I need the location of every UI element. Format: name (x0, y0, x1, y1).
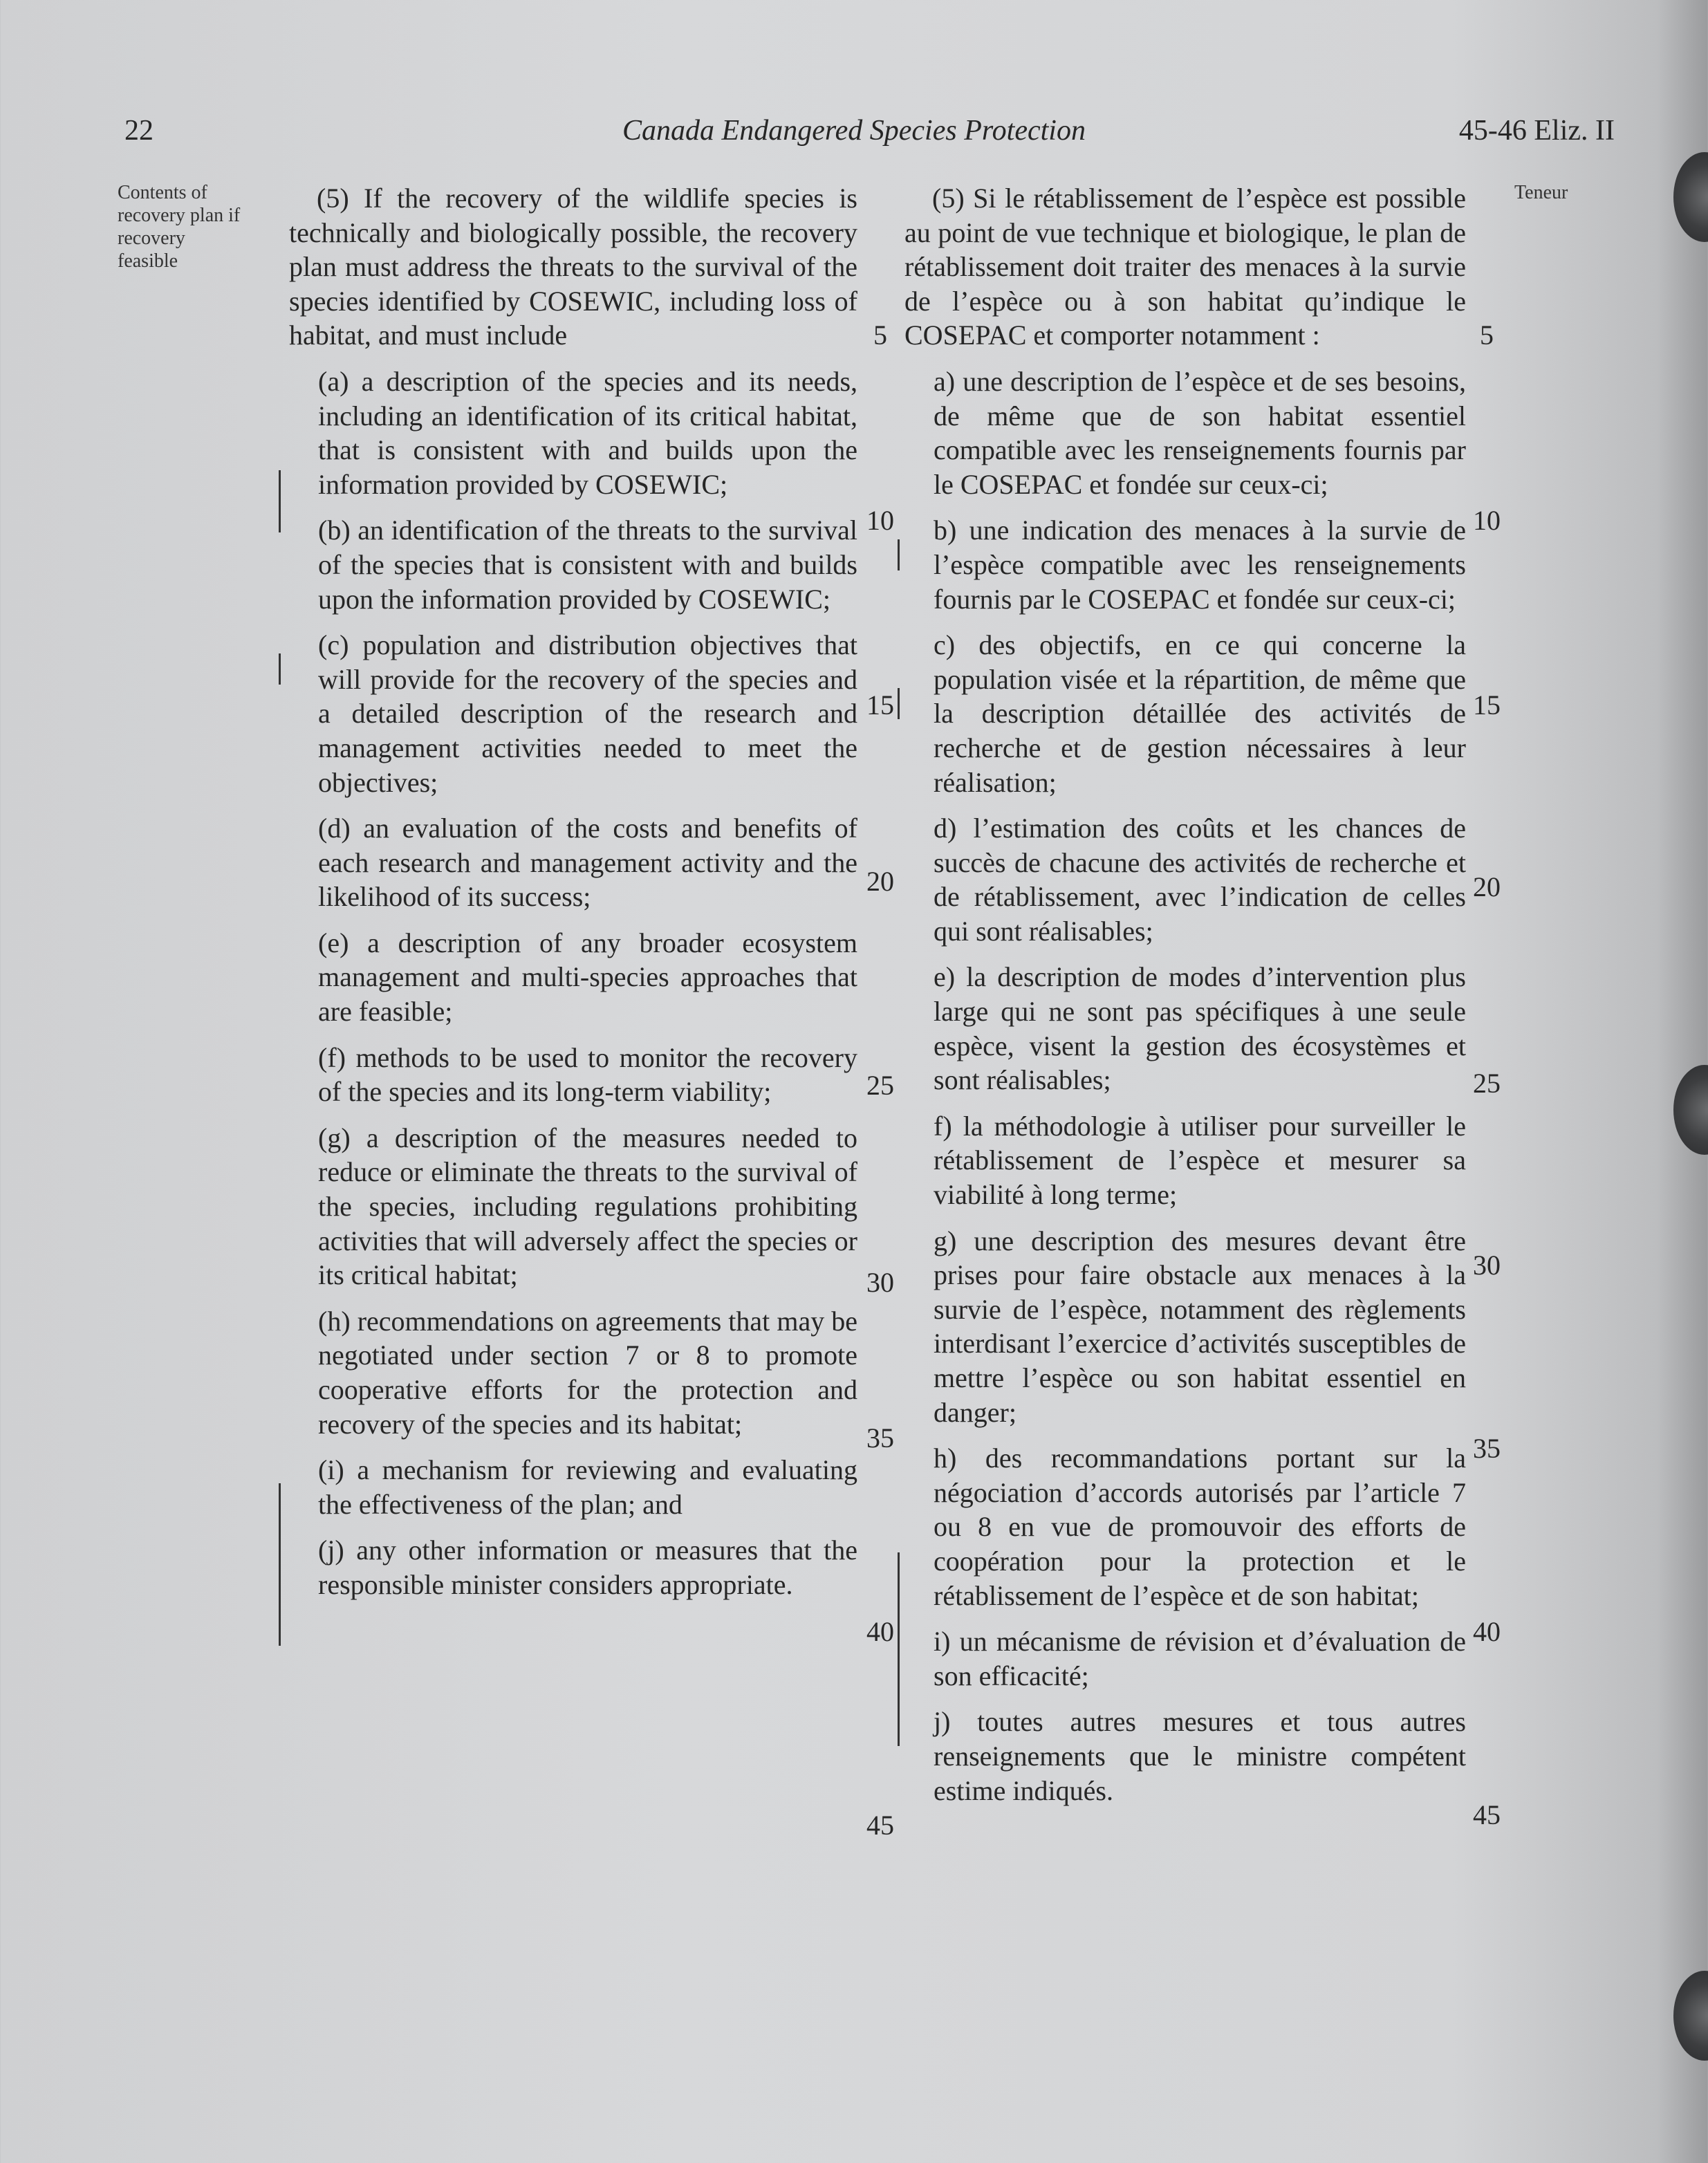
change-bar (898, 688, 900, 719)
french-para-b: b) une indication des menaces à la survie de l’espèce compatible avec les renseignements fournis par le COSEPAC et fondée sur ceux-ci; (934, 514, 1467, 615)
english-column (289, 181, 857, 1602)
binder-hole (1673, 152, 1708, 242)
line-number-en: 40 (866, 1616, 894, 1647)
line-number-fr: 10 (1473, 505, 1501, 536)
english-para-j: (j) any other information or measures that the responsible minister considers appropriate. (318, 1534, 857, 1600)
running-title: Canada Endangered Species Protection (622, 115, 1086, 147)
line-number-fr: 20 (1473, 871, 1501, 902)
english-para-d: (d) an evaluation of the costs and benefits of each research and management activity and the likelihood of its success; (318, 813, 857, 913)
french-para-h: h) des recommandations portant sur la négociation d’accords autorisés par l’article 7 ou 8 en vue de promouvoir des efforts de coopération pour la protection et le rétablissement de l’espèce et de son habitat; (934, 1442, 1467, 1611)
english-para-b: (b) an identification of the threats to the survival of the species that is consistent with and builds upon the information provided by COSEWIC; (318, 514, 858, 615)
french-para-i: i) un mécanisme de révision et d’évaluation de son efficacité; (934, 1626, 1467, 1691)
line-number-en: 5 (873, 319, 887, 351)
volume-label: 45-46 Eliz. II (1458, 115, 1615, 147)
french-para-j: j) toutes autres mesures et tous autres renseignements que le ministre compétent estime indiqués. (934, 1706, 1467, 1806)
line-number-en: 35 (866, 1422, 894, 1454)
line-number-en: 45 (866, 1810, 894, 1841)
line-number-fr: 5 (1480, 319, 1494, 351)
french-column (904, 181, 1466, 1808)
line-number-fr: 40 (1473, 1616, 1501, 1647)
binder-hole (1673, 1065, 1708, 1155)
line-number-fr: 15 (1473, 689, 1501, 721)
english-para-h: (h) recommendations on agreements that may be negotiated under section 7 or 8 to promote cooperative efforts for the protection and recovery of the species and its habitat; (318, 1305, 857, 1440)
change-bar (898, 539, 900, 570)
margin-note-french: Teneur (1514, 182, 1568, 203)
line-number-en: 10 (866, 505, 894, 536)
english-para-g: (g) a description of the measures needed to reduce or eliminate the threats to the survival of the species, including regulations prohibiting activities that will adversely affect the species or its critical habitat; (318, 1122, 857, 1291)
french-intro: (5) Si le rétablissement de l’espèce est possible au point de vue technique et biologique, le plan de rétablissement doit traiter des menaces à la survie de l’espèce ou à son habitat qu’indique le COSEPAC et comporter notamment : (904, 183, 1466, 351)
english-para-a: (a) a description of the species and its needs, including an identification of its critical habitat, that is consistent with and builds upon the information provided by COSEWIC; (318, 365, 858, 500)
line-number-fr: 30 (1473, 1250, 1501, 1281)
margin-note-english: Contents of recovery plan if recovery feasible (118, 182, 241, 272)
english-para-f: (f) methods to be used to monitor the recovery of the species and its long-term viability; (318, 1041, 857, 1108)
french-para-g: g) une description des mesures devant être prises pour faire obstacle aux menaces à la survie de l’espèce, notamment des règlements interdisant l’exercice d’activités susceptibles de mettre l’espèce ou son habitat essentiel en danger; (934, 1225, 1467, 1428)
change-bar (898, 1552, 900, 1746)
line-number-en: 30 (866, 1267, 894, 1298)
line-number-fr: 35 (1473, 1433, 1501, 1464)
line-number-en: 20 (866, 866, 894, 897)
english-para-e: (e) a description of any broader ecosystem management and multi-species approaches that are feasible; (318, 927, 857, 1028)
french-para-f: f) la méthodologie à utiliser pour surveiller le rétablissement de l’espèce et mesurer sa viabilité à long terme; (934, 1110, 1466, 1211)
french-para-a: a) une description de l’espèce et de ses besoins, de même que de son habitat essentiel compatible avec les renseignements fournis par le COSEPAC et fondée sur ceux-ci; (934, 365, 1467, 500)
french-para-e: e) la description de modes d’intervention plus large qui ne sont pas spécifiques à une seule espèce, visent la gestion des écosystèmes et sont réalisables; (934, 961, 1466, 1096)
change-bar (279, 470, 281, 532)
french-para-d: d) l’estimation des coûts et les chances de succès de chacune des activités de recherche et de rétablissement, avec l’indication de celles qui sont réalisables; (934, 813, 1467, 947)
french-para-c: c) des objectifs, en ce qui concerne la population visée et la répartition, de même que la description détaillée des activités de recherche et de gestion nécessaires à leur réalisation; (934, 629, 1466, 798)
binder-hole (1673, 1971, 1708, 2061)
line-number-fr: 45 (1473, 1799, 1501, 1830)
change-bar (279, 653, 281, 685)
page-number: 22 (124, 115, 154, 147)
english-intro: (5) If the recovery of the wildlife species is technically and biologically possible, the recovery plan must address the threats to the survival of the species identified by COSEWIC, including loss of habitat, and must include (289, 183, 857, 351)
english-para-i: (i) a mechanism for reviewing and evaluating the effectiveness of the plan; and (318, 1454, 857, 1520)
line-number-fr: 25 (1473, 1068, 1501, 1099)
line-number-en: 15 (866, 689, 894, 721)
line-number-en: 25 (866, 1070, 894, 1101)
english-para-c: (c) population and distribution objectives that will provide for the recovery of the species and a detailed description of the research and management activities needed to meet the objectives; (318, 629, 857, 798)
change-bar (279, 1483, 281, 1646)
